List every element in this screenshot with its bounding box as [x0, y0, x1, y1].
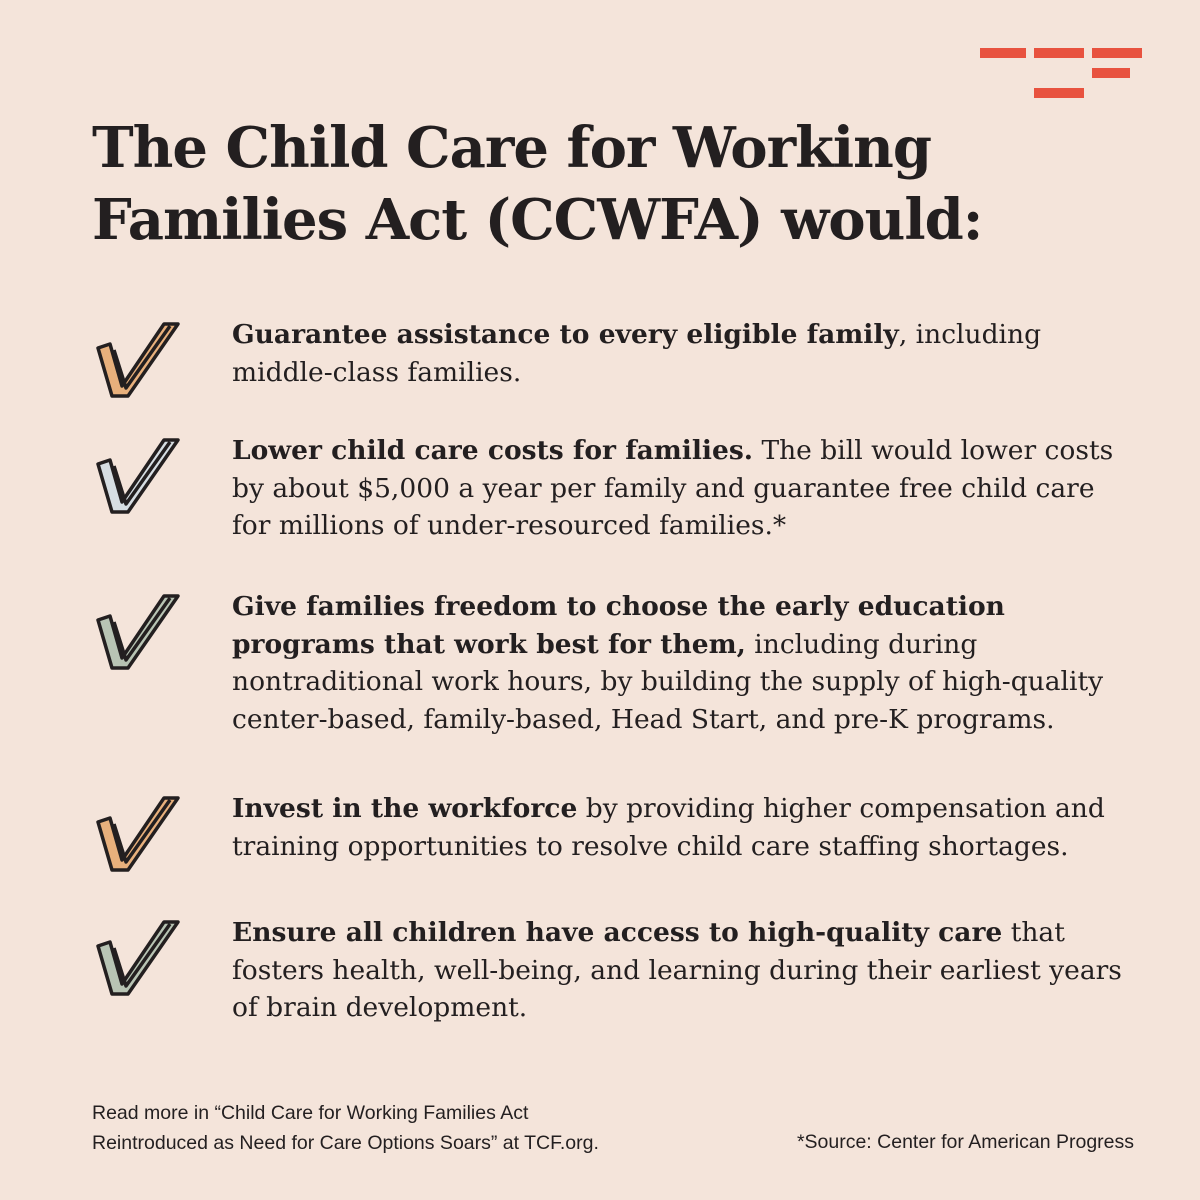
read-more-line-1: Read more in “Child Care for Working Families Act [92, 1102, 529, 1124]
logo-bar-mid-right [1092, 68, 1130, 78]
tcf-logo [980, 48, 1142, 100]
item-text [232, 790, 1132, 865]
checkmark-icon [92, 592, 188, 672]
item-text [232, 588, 1132, 738]
checkmark-icon [92, 320, 188, 400]
checkmark-icon [92, 918, 188, 998]
item-rest: The bill would lower costs by about $5,000 a year per family and guarantee free child care for millions of under-resourced families.* [232, 435, 1114, 541]
source-note: *Source: Center for American Progress [796, 1131, 1134, 1153]
page-title [92, 112, 1092, 256]
item-text [232, 914, 1132, 1027]
item-text [232, 432, 1132, 545]
checkmark-icon [92, 794, 188, 874]
item-bold: Give families freedom to choose the early education programs that work best for them, [232, 591, 1005, 660]
item-rest: by providing higher compensation and training opportunities to resolve child care staffing shortages. [232, 793, 1105, 862]
logo-bar-top-mid [1034, 48, 1084, 58]
logo-bar-top-right [1092, 48, 1142, 58]
logo-bar-top-left [980, 48, 1026, 58]
title-line-1: The Child Care for Working [92, 115, 932, 181]
item-bold: Ensure all children have access to high-quality care [232, 917, 1003, 948]
title-line-2: Families Act (CCWFA) would: [92, 187, 983, 253]
item-bold: Lower child care costs for families. [232, 435, 754, 466]
read-more-line-2: Reintroduced as Need for Care Options Soars” at TCF.org. [92, 1132, 599, 1154]
item-rest: that fosters health, well-being, and learning during their earliest years of brain development. [232, 917, 1122, 1023]
item-text [232, 316, 1132, 391]
item-rest: , including middle-class families. [232, 319, 1042, 388]
item-bold: Invest in the workforce [232, 793, 578, 824]
item-rest: including during nontraditional work hours, by building the supply of high-quality center-based, family-based, Head Start, and pre-K programs. [232, 628, 1104, 735]
logo-bar-bottom-mid [1034, 88, 1084, 98]
read-more-note [92, 1098, 712, 1158]
item-bold: Guarantee assistance to every eligible family [232, 319, 899, 350]
checkmark-icon [92, 436, 188, 516]
